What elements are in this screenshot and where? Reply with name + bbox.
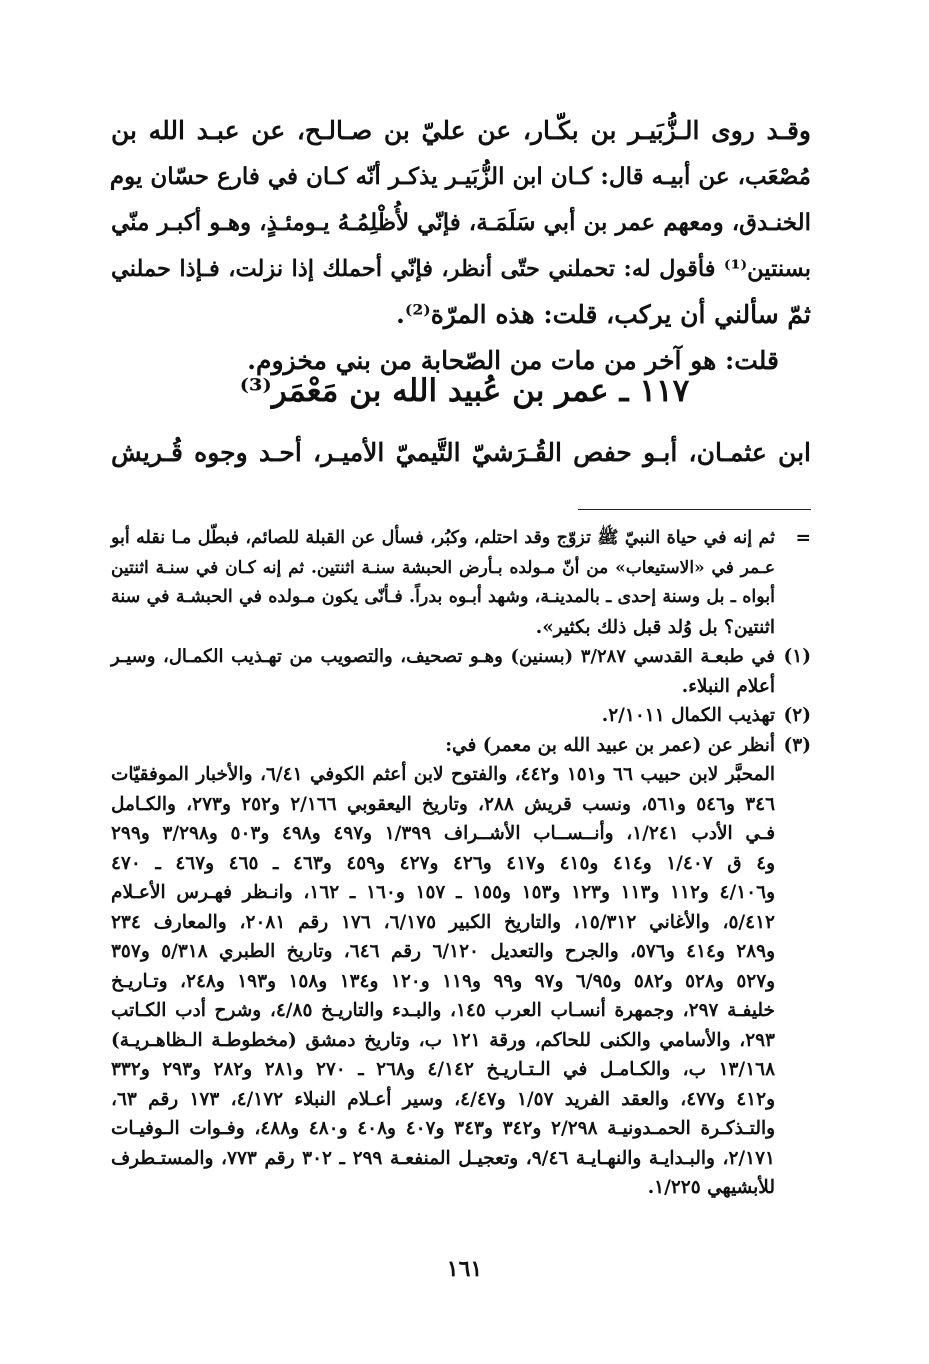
main-text-line: مُصْعَب، عن أبيـه قال: كـان ابن الزُّبَيـر يذكـر أنّه كـان في فارع حسّان يوم (109, 163, 811, 190)
footnote-line: للأبشيهي ١/٢٢٥. (647, 1177, 775, 1198)
footnote-line: تهذيب الكمال ٢/١٠١١. (601, 705, 775, 726)
footnote-line: أعلام النبلاء. (681, 675, 775, 697)
footnote-line: خليفـة ٢٩٧، وجمهرة أنسـاب العرب ١٤٥، والبـدء والتاريـخ ٤/٨٥، وشرح أدب الكـاتب (111, 1000, 775, 1021)
footnote-divider (578, 509, 811, 510)
entry-first-line (111, 430, 811, 476)
entry-heading: ١١٧ ـ عمر بن عُبيد الله بن مَعْمَر⁽³⁾ (239, 373, 690, 409)
footnote-line: اثنتين؟ بل وُلد قبل ذلك بكثير». (535, 616, 775, 638)
footnote-1 (111, 642, 811, 701)
footnote-line: أبواه ـ بل وسنة إحدى ـ بالمدينـة، وشهد أبـوه بدراً. فـأنّى يكون مـولده في الحبشـة في سنة (111, 587, 775, 607)
footnote-marker: (١) (783, 646, 811, 667)
footnotes (111, 524, 811, 1203)
footnote-line: و٢٨٩ و٤١٤ و٥٧٦، والجرح والتعديل ٦/١٢٠ رقم ٦٤٦، وتاريخ الطبري ٥/٣١٨ و٣٥٧ (111, 941, 776, 962)
footnote-2 (111, 701, 811, 731)
footnote-line: فـي الأدب ١/٢٤١، وأنــســاب الأشــراف ١/٣٩٩ و٤٩٧ و٤٩٨ و٥٠٣ و٣/٢٩٨ و٢٩٩ (111, 823, 776, 844)
main-text-line: ثمّ سألني أن يركب، قلت: هذه المرّة⁽²⁾. (396, 300, 811, 329)
footnote-line: المحبَّر لابن حبيب ٦٦ و١٥١ و٤٤٢، والفتوح لابن أعثم الكوفي ٦/٤١، والأخبار الموفقيّات (111, 764, 776, 785)
footnote-marker: (٣) (783, 734, 811, 756)
footnote-marker: (٢) (783, 705, 811, 726)
footnote-line: ٢/١٧١، والبـدايـة والنهـايـة ٩/٤٦، وتعجيـل المنفعـة ٢٩٩ ـ ٣٠٢ رقم ٧٧٣، والمستـطرف (111, 1147, 775, 1169)
footnote-line: و٤١٢ و٤٧٧، والعقد الفريد ١/٥٧ و٤/٤٧، وسير أعـلام النبلاء ٤/١٧٢، ١٧٣ رقم ٦٣، (111, 1088, 775, 1110)
footnote-3 (111, 731, 811, 761)
main-text-line: قلت: هو آخر من مات من الصّحابة من بني مخزوم. (247, 346, 779, 375)
footnote-line: ٥/٤١٢، والأغاني ١٥/٣١٢، والتاريخ الكبير ٦/١٧٥، ١٧٦ رقم ٢٠٨١، والمعارف ٢٣٤ (111, 911, 775, 933)
footnote-line: ثم إنه في حياة النبيّ ﷺ تزوّج وقد احتلم، وكبُر، فسأل عن القبلة للصائم، فبطّل مـا نقله أبو (111, 528, 775, 548)
footnote-line: ١٣/١٦٨ ب، والكـامـل في الـتـاريـخ ٤/١٤٢ و٢٦٨ ـ ٢٧٠ و٢٨١ و٢٨٢ و٢٩٣ و٣٣٢ (111, 1059, 776, 1080)
footnote-line: ٢٩٣، والأسامي والكنى للحاكم، ورقة ١٢١ ب، وتاريخ دمشق (مخطوطـة الـظاهـريـة) (111, 1029, 775, 1051)
footnote-continuation (111, 524, 811, 642)
main-text-line: ابن عثمـان، أبـو حفص القُـرَشيّ التَّيميّ الأميـر، أحـد وجوه قُـريش (111, 438, 811, 467)
main-text (111, 108, 811, 384)
footnote-line: و٤ ق ١/٤٠٧ و٤١٤ و٤١٥ و٤١٧ و٤٢٦ و٤٢٧ و٤٥٩ و٤٦٣ ـ ٤٦٥ و٤٦٧ ـ ٤٧٠ (111, 852, 776, 874)
footnote-3-sources (111, 760, 811, 1203)
footnote-line: في طبعـة القدسي ٣/٢٨٧ (بسنين) وهـو تصحيف، والتصويب من تهـذيب الكمـال، وسيـر (111, 646, 775, 667)
footnote-line: والتـذكـرة الحمـدونيـة ٢/٢٩٨ و٣٤٢ و٣٤٣ و٤٠٧ و٤٠٨ و٤٨٠ و٤٨٨، وفـوات الـوفيـات (111, 1118, 776, 1139)
footnote-line: و٥٢٧ و٥٢٨ و٥٨٢ و٦/٩٥ و٩٧ و٩٩ و١١٩ و١٢٠ و١٣٤ و١٥٨ و١٩٣ و٢٤٨، وتـاريـخ (111, 970, 776, 992)
main-text-line: بسنتين⁽¹⁾ فأقول له: تحملني حتّى أنظر، فإنّي أحملك إذا نزلت، فـإذا حملني (111, 256, 811, 282)
footnote-line: أنظر عن (عمر بن عبيد الله بن معمر) في: (445, 734, 775, 756)
footnote-line: و٤/١٠٦ و١١٢ و١١٣ و١٢٣ و١٥٣ و١٥٥ ـ ١٥٧ و١٦٠ ـ ١٦٢، وانـظر فهـرس الأعـلام (111, 882, 775, 903)
footnote-line: عـمر في «الاستيعاب» من أنّ مـولده بـأرض الحبشة سنـة اثنتين. ثم إنه كـان في سنـة اثنتين (111, 557, 775, 578)
page-number: ١٦١ (446, 1256, 483, 1282)
main-text-line: الخنـدق، ومعهم عمر بن أبي سَلَمَـة، فإنّي لأُظْلِمُـهُ يـومئـذٍ، وهـو أكبـر منّي (111, 209, 811, 236)
footnote-line: ٣٤٦ و٥٤٦ و٥٦١، ونسب قريش ٢٨٨، وتاريخ اليعقوبي ٢/١٦٦ و٢٥٢ و٢٧٣، والكـامل (111, 793, 776, 815)
main-text-line: وقـد روى الـزُّبَيـر بن بكّـار، عن عليّ بن صـالـح، عن عبـد الله بن (111, 116, 811, 145)
footnote-marker: = (795, 528, 811, 549)
